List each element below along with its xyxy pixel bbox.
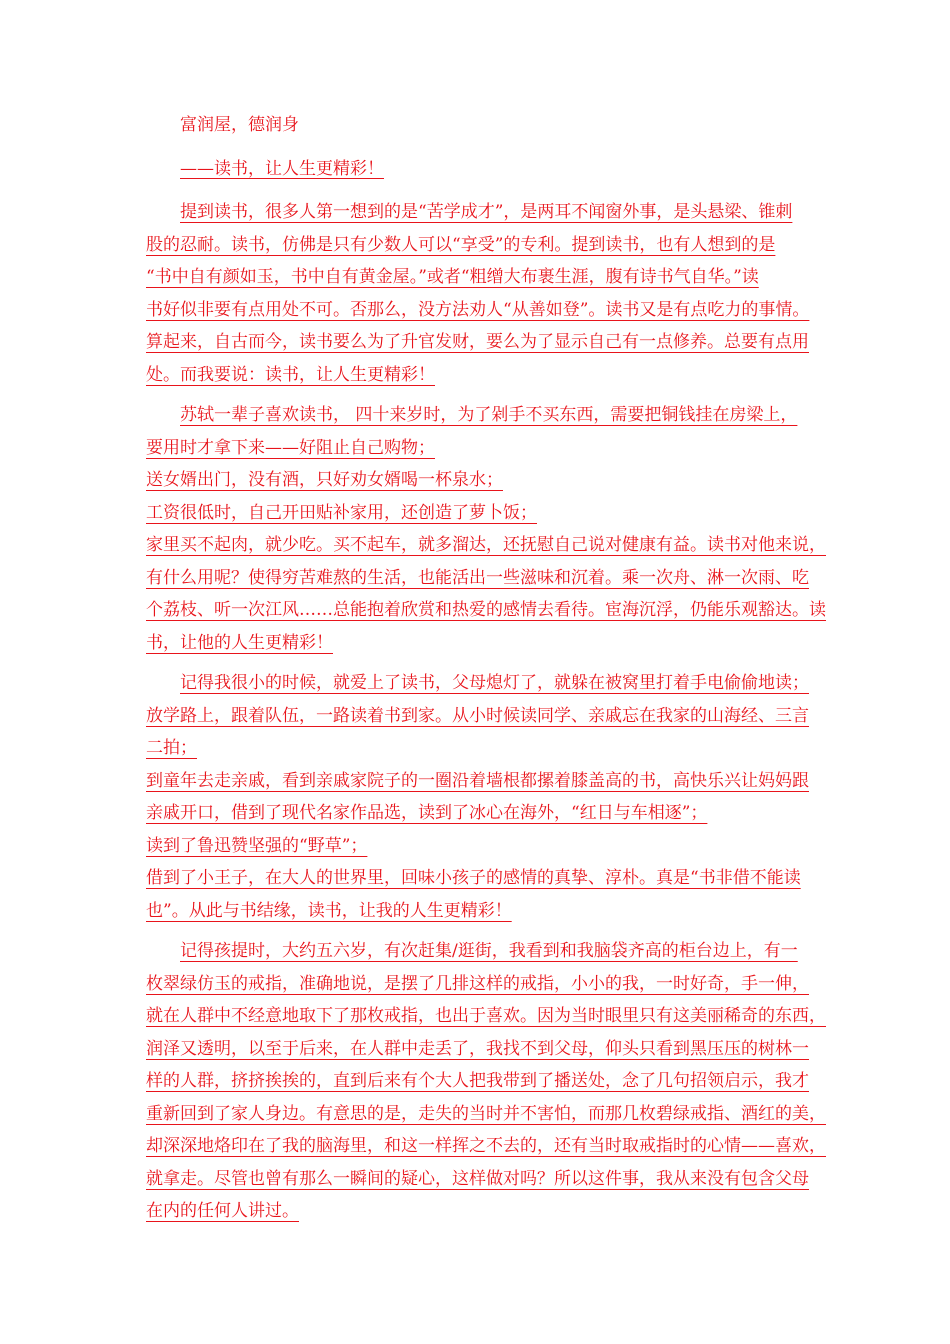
paragraph-line (146, 765, 818, 798)
document-subtitle-text: ——读书，让人生更精彩！ (180, 159, 384, 179)
paragraph (146, 399, 826, 659)
paragraph-line-text: 处。而我要说：读书，让人生更精彩！ (146, 364, 435, 385)
paragraph-line-text: 要用时才拿下来——好阻止自己购物； (146, 437, 435, 458)
paragraph-line (146, 1000, 826, 1033)
paragraph-line (146, 732, 818, 765)
paragraph-line (146, 627, 818, 660)
paragraph-line-text: 提到读书，很多人第一想到的是“苦学成才”，是两耳不闻窗外事，是头悬梁、锥刺 (180, 202, 793, 222)
paragraph-line-text: 样的人群，挤挤挨挨的，直到后来有个大人把我带到了播送处，念了几句招领启示，我才 (146, 1071, 809, 1091)
paragraph-line (146, 1163, 818, 1196)
paragraph-line-text: 润泽又透明，以至于后来，在人群中走丢了，我找不到父母，仰头只看到黑压压的树林一 (146, 1038, 809, 1059)
paragraph-line-text: 有什么用呢？使得穷苦难熬的生活，也能活出一些滋味和沉着。乘一次舟、淋一次雨、吃 (146, 567, 809, 588)
paragraph-line-text: 到童年去走亲戚，看到亲戚家院子的一圈沿着墙根都摞着膝盖高的书，高快乐兴让妈妈跟 (146, 770, 809, 791)
paragraph-line (146, 667, 818, 700)
paragraph-line-text: 借到了小王子，在大人的世界里，回味小孩子的感情的真挚、淳朴。真是“书非借不能读 (146, 868, 801, 888)
document-subtitle (146, 152, 818, 186)
paragraph-line (146, 700, 818, 733)
paragraph-line-text: 放学路上，跟着队伍，一路读着书到家。从小时候读同学、亲戚忘在我家的山海经、三言 (146, 705, 809, 726)
paragraph-line-text: 却深深地烙印在了我的脑海里，和这一样挥之不去的，还有当时取戒指时的心情——喜欢， (146, 1136, 826, 1156)
paragraph-line (146, 1130, 826, 1163)
paragraph-line-text: 读到了鲁迅赞坚强的“野草”； (146, 835, 368, 856)
paragraph-line-text: 家里买不起肉，就少吃。买不起车，就多溜达，还抚慰自己说对健康有益。读书对他来说， (146, 535, 826, 555)
paragraph-line (146, 229, 818, 262)
paragraph-line (146, 830, 818, 863)
paragraph-line-text: 苏轼一辈子喜欢读书， 四十来岁时，为了剁手不买东西，需要把铜钱挂在房梁上， (180, 405, 798, 425)
paragraph-line (146, 432, 818, 465)
paragraph-line-text: 书好似非要有点用处不可。否那么，没方法劝人“从善如登”。读书又是有点吃力的事情。 (146, 299, 810, 320)
paragraph-line (146, 464, 818, 497)
paragraph-line (146, 562, 818, 595)
paragraph-line (146, 399, 818, 432)
paragraph-line (146, 529, 826, 562)
paragraph-line (146, 797, 818, 830)
document-title-text: 富润屋，德润身 (180, 115, 299, 135)
paragraph-line (146, 261, 818, 294)
paragraph-line (146, 1033, 818, 1066)
paragraphs-container (146, 196, 826, 1228)
paragraph (146, 935, 826, 1228)
document-title (146, 108, 818, 142)
paragraph-line (146, 862, 818, 895)
paragraph-line-text: 二拍； (146, 738, 197, 758)
paragraph-line-text: 股的忍耐。读书，仿佛是只有少数人可以“享受”的专利。提到读书，也有人想到的是 (146, 234, 776, 255)
paragraph-line-text: 记得我很小的时候，就爱上了读书，父母熄灯了，就躲在被窝里打着手电偷偷地读； (180, 673, 809, 693)
document-page (146, 108, 826, 1236)
paragraph-line (146, 594, 826, 627)
paragraph-line-text: 就拿走。尽管也曾有那么一瞬间的疑心，这样做对吗？所以这件事，我从来没有包含父母 (146, 1168, 809, 1189)
paragraph-line (146, 935, 818, 968)
paragraph-line (146, 326, 818, 359)
paragraph-line-text: 就在人群中不经意地取下了那枚戒指，也出于喜欢。因为当时眼里只有这美丽稀奇的东西， (146, 1006, 826, 1026)
paragraph-line-text: 亲戚开口，借到了现代名家作品选，读到了冰心在海外，“红日与车相逐”； (146, 803, 708, 823)
paragraph-line-text: 在内的任何人讲过。 (146, 1201, 299, 1221)
paragraph-line (146, 895, 818, 928)
paragraph-line-text: 记得孩提时，大约五六岁，有次赶集/逛街，我看到和我脑袋齐高的柜台边上，有一 (180, 941, 798, 961)
paragraph-line (146, 294, 818, 327)
paragraph-line-text: 算起来，自古而今，读书要么为了升官发财，要么为了显示自己有一点修养。总要有点用 (146, 332, 809, 352)
paragraph-line-text: 也”。从此与书结缘，读书，让我的人生更精彩！ (146, 900, 512, 921)
paragraph (146, 196, 818, 391)
paragraph-line-text: 枚翠绿仿玉的戒指，准确地说，是摆了几排这样的戒指，小小的我，一时好奇，手一伸， (146, 973, 809, 994)
paragraph-line (146, 497, 818, 530)
paragraph-line (146, 1098, 826, 1131)
paragraph-line-text: 书，让他的人生更精彩！ (146, 632, 333, 653)
paragraph-line-text: 个荔枝、听一次江风……总能抱着欣赏和热爱的感情去看待。宦海沉浮，仍能乐观豁达。读 (146, 600, 826, 620)
paragraph-line (146, 359, 818, 392)
paragraph-line (146, 968, 818, 1001)
paragraph-line-text: 重新回到了家人身边。有意思的是，走失的当时并不害怕，而那几枚碧绿戒指、酒红的美， (146, 1103, 826, 1124)
paragraph-line-text: 工资很低时，自己开田贴补家用，还创造了萝卜饭； (146, 502, 537, 523)
paragraph-line (146, 1195, 818, 1228)
paragraph-line-text: “书中自有颜如玉，书中自有黄金屋。”或者“粗缯大布裹生涯，腹有诗书气自华。”读 (146, 267, 759, 287)
paragraph-line-text: 送女婿出门，没有酒，只好劝女婿喝一杯泉水； (146, 470, 503, 490)
paragraph-line (146, 1065, 818, 1098)
paragraph-line (146, 196, 818, 229)
paragraph (146, 667, 818, 927)
